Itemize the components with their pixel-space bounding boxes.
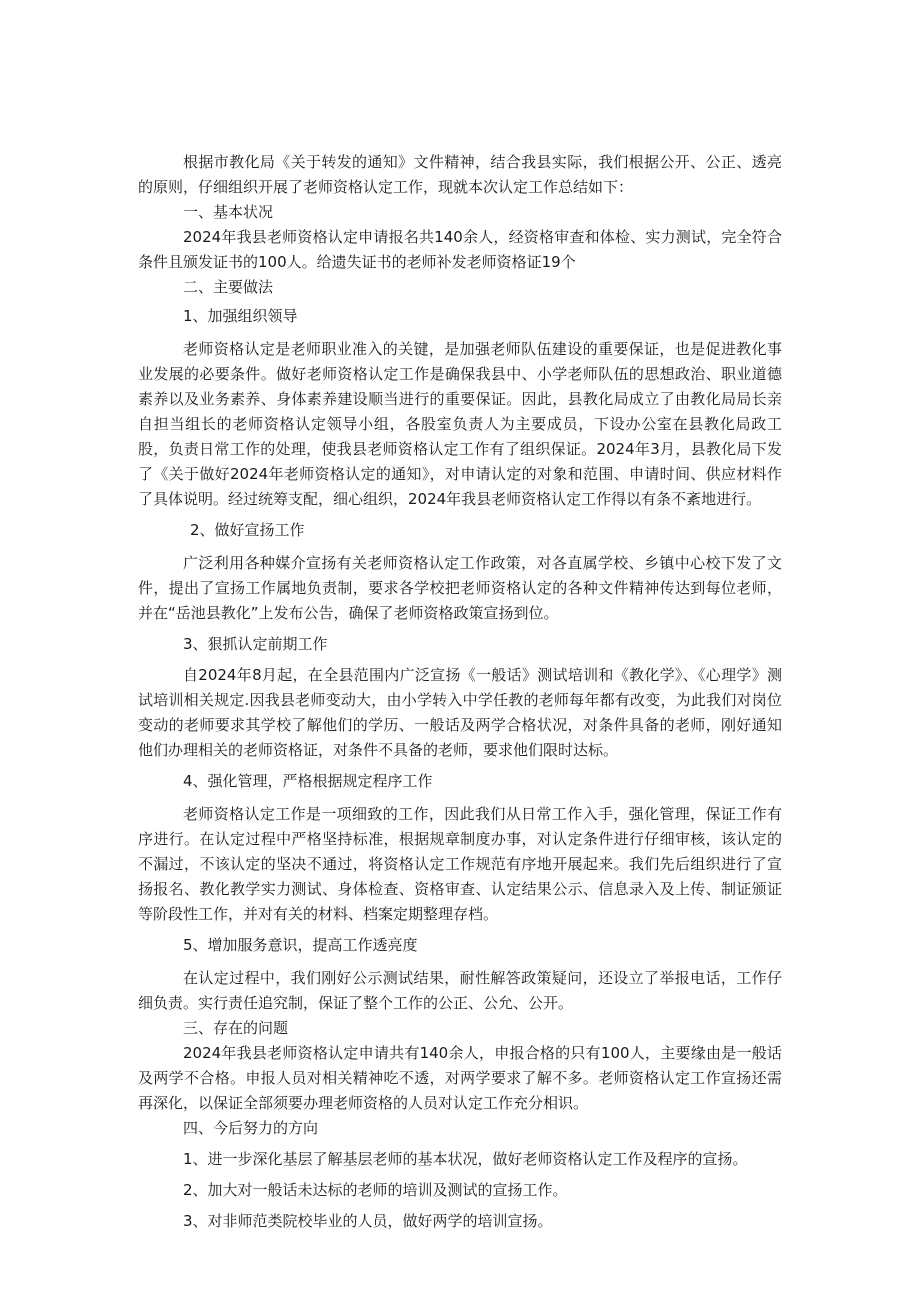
intro-paragraph: 根据市教化局《关于转发的通知》文件精神，结合我县实际，我们根据公开、公正、透亮的原则，仔细组织开展了老师资格认定工作，现就本次认定工作总结如下： [138,153,782,196]
item-2-heading: 2、做好宣扬工作 [190,521,305,539]
item-2-paragraph: 广泛利用各种媒介宣扬有关老师资格认定工作政策，对各直属学校、乡镇中心校下发了文件，提出了宣扬工作属地负责制，要求各学校把老师资格认定的各种文件精神传达到每位老师，并在“岳池县教化”上发布公告，确保了老师资格政策宣扬到位。 [138,554,782,622]
direction-item-2: 2、加大对一般话未达标的老师的培训及测试的宣扬工作。 [183,1181,568,1199]
document-body [138,150,782,1234]
section-1-heading: 一、基本状况 [183,203,274,221]
section-3-paragraph: 2024年我县老师资格认定申请共有140余人，申报合格的只有100人，主要缘由是一般话及两学不合格。申报人员对相关精神吃不透，对两学要求了解不多。老师资格认定工作宣扬还需再深化，以保证全部须要办理老师资格的人员对认定工作充分相识。 [138,1044,782,1112]
item-1-heading: 1、加强组织领导 [183,307,298,325]
section-3-heading: 三、存在的问题 [183,1019,289,1037]
item-5-paragraph: 在认定过程中，我们刚好公示测试结果，耐性解答政策疑问，还设立了举报电话，工作仔细负责。实行责任追究制，保证了整个工作的公正、公允、公开。 [138,969,782,1012]
item-4-heading: 4、强化管理，严格根据规定程序工作 [183,772,433,790]
section-2-heading: 二、主要做法 [183,278,274,296]
item-1-paragraph: 老师资格认定是老师职业准入的关键，是加强老师队伍建设的重要保证，也是促进教化事业发展的必要条件。做好老师资格认定工作是确保我县中、小学老师队伍的思想政治、职业道德素养以及业务素养、身体素养建设顺当进行的重要保证。因此，县教化局成立了由教化局局长亲自担当组长的老师资格认定领导小组，各股室负责人为主要成员，下设办公室在县教化局政工股，负责日常工作的处理，使我县老师资格认定工作有了组织保证。2024年3月，县教化局下发了《关于做好2024年老师资格认定的通知》，对申请认定的对象和范围、申请时间、供应材料作了具体说明。经过统筹支配，细心组织，2024年我县老师资格认定工作得以有条不紊地进行。 [138,340,782,508]
item-4-paragraph: 老师资格认定工作是一项细致的工作，因此我们从日常工作入手，强化管理，保证工作有序进行。在认定过程中严格坚持标准，根据规章制度办事，对认定条件进行仔细审核，该认定的不漏过，不该认定的坚决不通过，将资格认定工作规范有序地开展起来。我们先后组织进行了宣扬报名、教化教学实力测试、身体检查、资格审查、认定结果公示、信息录入及上传、制证颁证等阶段性工作，并对有关的材料、档案定期整理存档。 [138,805,782,923]
item-3-heading: 3、狠抓认定前期工作 [183,635,328,653]
item-3-paragraph: 自2024年8月起，在全县范围内广泛宣扬《一般话》测试培训和《教化学》、《心理学》测试培训相关规定.因我县老师变动大，由小学转入中学任教的老师每年都有改变，为此我们对岗位变动的老师要求其学校了解他们的学历、一般话及两学合格状况，对条件具备的老师，刚好通知他们办理相关的老师资格证，对条件不具备的老师，要求他们限时达标。 [138,666,782,759]
item-5-heading: 5、增加服务意识，提高工作透亮度 [183,936,418,954]
section-4-heading: 四、今后努力的方向 [183,1119,319,1137]
direction-item-3: 3、对非师范类院校毕业的人员，做好两学的培训宣扬。 [183,1212,553,1230]
direction-item-1: 1、进一步深化基层了解基层老师的基本状况，做好老师资格认定工作及程序的宣扬。 [183,1150,748,1168]
section-1-paragraph: 2024年我县老师资格认定申请报名共140余人，经资格审查和体检、实力测试，完全符合条件且颁发证书的100人。给遗失证书的老师补发老师资格证19个 [138,228,782,271]
